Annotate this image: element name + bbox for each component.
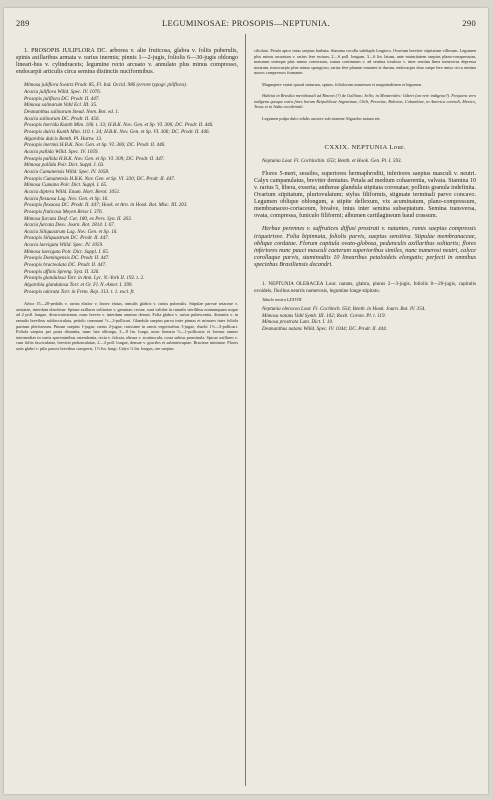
synonym: Mimosa furcata Desf. Cat. 180, ex Pers. Syn. II. 263. [24,215,132,222]
synonym: Acacia salinarum DC. Prodr. II. 456. [24,115,100,122]
page-number-right: 290 [462,18,476,28]
synonym: Prosopis flexuosa DC. Prodr. II. 447; Hook. et Arn. in Hook. Bot. Misc. III. 203. [24,202,188,209]
synonym: Mimosa Cumana Poir. Dict. Suppl. I. 65. [24,182,108,189]
synonym: Prosopis affinis Spreng. Syst. II. 326. [24,268,100,275]
left-column [16,36,238,786]
genus-habit: Herbae perennes v. suffrutices diffusi prostrati v. natantes, ramis saepius compressis triquetrisve. Folia bipinnata, foliolis parvis, saepius sensitiva. Stipulae membranaceae, oblique cordatae. Florum capitula ovato-globosa, pedunculis axillaribus solitariis; flores inferiores nunc pauci masculi caeterum superioribus similes, nunc numerosi neutri, calyce corollaque parvis, staminodiis 10 linearibus petaloideis elongatis; perfecti in omnibus speciebus Brasiliensis decandri. [254,226,476,268]
synonym: Acacia furcata Desv. Journ. Bot. 1814. I. 67. [24,222,115,229]
genus-description: Flores 5-meri, sessiles, superiores hermaphroditi, inferiores saepius masculi v. neutri. Calyx campanulatus, breviter dentatus. Petala ad medium cohaerentia, valvata. Stamina 10 v. rarius 5, libera, exserta; antherae glandula stipitata coronatae; pollinis granula indefinita. Ovarium stipitatum, pluriovulatum; stylus filiformis, stigmate terminali parvo concavo. Legumen oblique oblongum, a stipite deflexum, vix acuminatum, plano-compressum, membranaceo-coriaceum, bivalve, intus inter semina subseptatum. Semina transversa, ovata, compressa, funiculo filiformi; albumen cartilagineum haud crassum. [254,170,476,220]
right-column [254,36,476,786]
synonym: Desmanthus salinarum Steud. Nom. Bot. ed. 1. [24,109,120,115]
running-title: LEGUMINOSAE: PROSOPIS—NEPTUNIA. [162,18,330,28]
synonym: Prosopis fruticosa Meyen Reise I. 376. [24,208,103,215]
description-continuation: ciliolato. Petala apice intus saepius barbata. Stamina corolla subduplo longiora. Ovarium breviter stipitatum villosum. Legumen plus minus arcuatum v. rarius fere rectum, 2—6 poll. longum, 3—6 lin. latum, ante maturitatem saepius plano-compressum, maturum utrinque plus minus convexum, sutura continuum v. ad semina toruloso v. inter semina linea transversa depressa notatum, mesocarpio plus minus spongioso, rarius fere planum remanet et durum, endocarpio duro saepe fere uniso circa semina muros compressos formante. [254,48,476,76]
synonym: Acacia flexuosa Lag. Nov. Gen. et Sp. 16. [24,195,109,202]
column-divider [245,34,246,786]
species-heading-prosopis: 1. PROSOPIS JULIFLORA DC. arborea v. alte fruticosa, glabra v. foliis puberulis, spinis axillaribus armata v. rarius inermis; pinnis 1—2-jugis, foliolis 6—30-jugis oblongo lineari-bus v. cylindraceis; legumine recto arcuato v. annulato plus minus compresso, endocarpii articulis circa semina distinctis nuciformibus. [16,48,238,76]
synonym: Algarobia glandulosa Torr. et Gr. Fl. N.-Amer. I. 399. [24,282,133,289]
running-head [16,18,476,32]
synonym: Prosopis Siliquastrum DC. Prodr. II. 447. [24,235,109,242]
synonym: Mimosa salinarum Vahl Ecl. III. 35. [24,102,98,109]
synonym: Mimosa prostrata Lam. Dict. I. 10. [262,319,334,326]
synonym: Mimosa juliflora Swartz Prodr. 85, Fl. Ind. Occid. 986 (errore typogr. piliflora). [24,82,187,89]
synonym: Acacia juliflora Willd. Spec. IV. 1076. [24,89,102,96]
synonym: Prosopis pallida H.B.K. Nov. Gen. et Sp. VI. 309; DC. Prodr. II. 447. [24,155,165,162]
synonym: Neptunia oleracea Lour. Fl. Cochinch. 654; Benth. in Hook. Journ. Bot. IV. 354. [262,305,426,312]
species-heading-neptunia: 1. NEPTUNIA OLERACEA Lour. natans, glabra, pinnis 2—3-jugis, foliolis 8—20-jugis, capitulis ovoideis, floribus neutris numerosis, legumine longe stipitato. [254,281,476,294]
synonym: Prosopis odorata Torr. in Frem. Rep. 313. t. 1. excl. fr. [24,288,135,295]
synonym: Acacia Siliquastrum Lag. Nov. Gen. et Sp. 16. [24,228,118,235]
usage-note: Legumen pulpa dulci edulis auctore sub nomine Algarobo notum est. [262,115,381,121]
synonym: Prosopis Cumanensis H.B.K. Nov. Gen. et Sp. VI. 330; DC. Prodr. II. 447. [24,175,176,182]
synonym: Acacia laevigata Willd. Spec. IV. 1059. [24,242,104,249]
synonym: Acacia diptera Willd. Enum. Hort. Berol. 1051. [24,188,121,195]
page-number-left: 289 [16,18,30,28]
synonym: Mimosa laevigata Poir. Dict. Suppl. I. 65. [24,248,110,255]
genus-citation: Neptunia Lour. Fl. Cochinchin. 653; Benth. et Hook. Gen. Pl. I. 593. [262,158,402,165]
synonym: Prosopis horrida Kunth Mim. 106. t. 33; H.B.K. Nov. Gen. et Sp. VI. 306; DC. Prodr. II. 446. [24,122,214,129]
synonym-list-prosopis [16,82,238,295]
genus-heading: CXXIX. NEPTUNIA Lour. [324,144,406,152]
synonym: Prosopis dulcis Kunth Mim. 110. t. 34; H.B.K. Nov. Gen. et Sp. VI. 306; DC. Prodr. II. 446. [24,128,210,135]
synonym: Desmanthus natans Willd. Spec. IV. 1044; DC. Prodr. II. 444. [262,325,388,332]
synonym-list-neptunia [254,306,476,333]
synonym: Prosopis juliflora DC. Prodr. II. 447. [24,95,100,102]
synonym: Acacia Cumanensis Willd. Spec. IV. 1058. [24,168,110,175]
synonym: Mimosa pallida Poir. Dict. Suppl. I. 63. [24,162,105,169]
synonym: Prosopis Domingensis DC. Prodr. II. 447. [24,255,110,262]
variation-note: Magnopere variat quoad staturam, spinas, foliolorum numerum et magnitudinem et legumen. [262,81,423,87]
book-page [4,8,488,794]
synonym: Algarobia dulcis Benth. Pl. Hartw. 13. [24,135,103,142]
synonym: Prosopis bracteolata DC. Prodr. II. 447. [24,262,107,269]
plate-reference: Tabula nostra LXXVIII. [262,297,303,303]
synonym: Mimosa natans Vahl Symb. III. 102; Roxb. Corom. Pl. t. 119. [262,312,386,319]
habitat-note: Habitat in Brasilia meridionali ad Rineon (?) de Gallinas: Sello; in Montevideo: Gibert (an vere indigena?). Frequens vero indigena quoque extra fines horum Reipublicae Argentinae, Chili, Peruviae, Boliviae, Columbiae, in America centrali, Mexico, Texas et in India occidentali. [254,93,476,110]
synonym: Prosopis inermis H.B.K. Nov. Gen. et Sp. VI. 306; DC. Prodr. II. 446. [24,142,166,149]
species-description: Arbor 15—20-pedalis v. rarius elatior v. frutex elatus, ramulis glabris v. rarius puberulis. Stipulae parvae setaceae v. aristatae, interdum obsoletae. Spinae axillares solitariae v. geminae, rectae, sunt validae in ramulis sterilibus nonnunquam usque ad 2 poll. longae, divaricatissimae, nunc breves v. interdum omnino desunt. Folia glabra v. rarius pubescentia, distantia v. in ramulis brevibus subfasciculata, petiolo communi ½—2-pollicari. Glandula saepius parva inter pinnas et minores inter foliola partium plerisrerum. Pinnae saepius 1-jugae, rarius 2-jugae, rarissime in ramis vegetioribus 3-jugae, rhachi 1½—3-pollicari. Foliola saepius per porta distantia, nunc late oblonga, 3—8 lin. longa, nunc linearia ½—1-pollicaria et formas omnes intermedias in variis speciminibus ostendentia, recta v. falcata, obtusa v. acutiuscula, costa subtus prominula. Spicae axillares v. cum foliis fasciculatae, breviter pedunculatae, 2—4 poll. longae, densae v. graciles et subinterruptae. Bracteae minimae. Flores satis glabri v. pilis paucis brevibus conspersi, 1½ lin. longi. Calyx ½ lin. longus, ore saepius [16,301,238,351]
synonym: Acacia pallida Willd. Spec. IV. 1059. [24,148,99,155]
synonym: Prosopis glandulosa Torr. in Ann. Lyc. N.-York II. 192. t. 2. [24,275,145,282]
